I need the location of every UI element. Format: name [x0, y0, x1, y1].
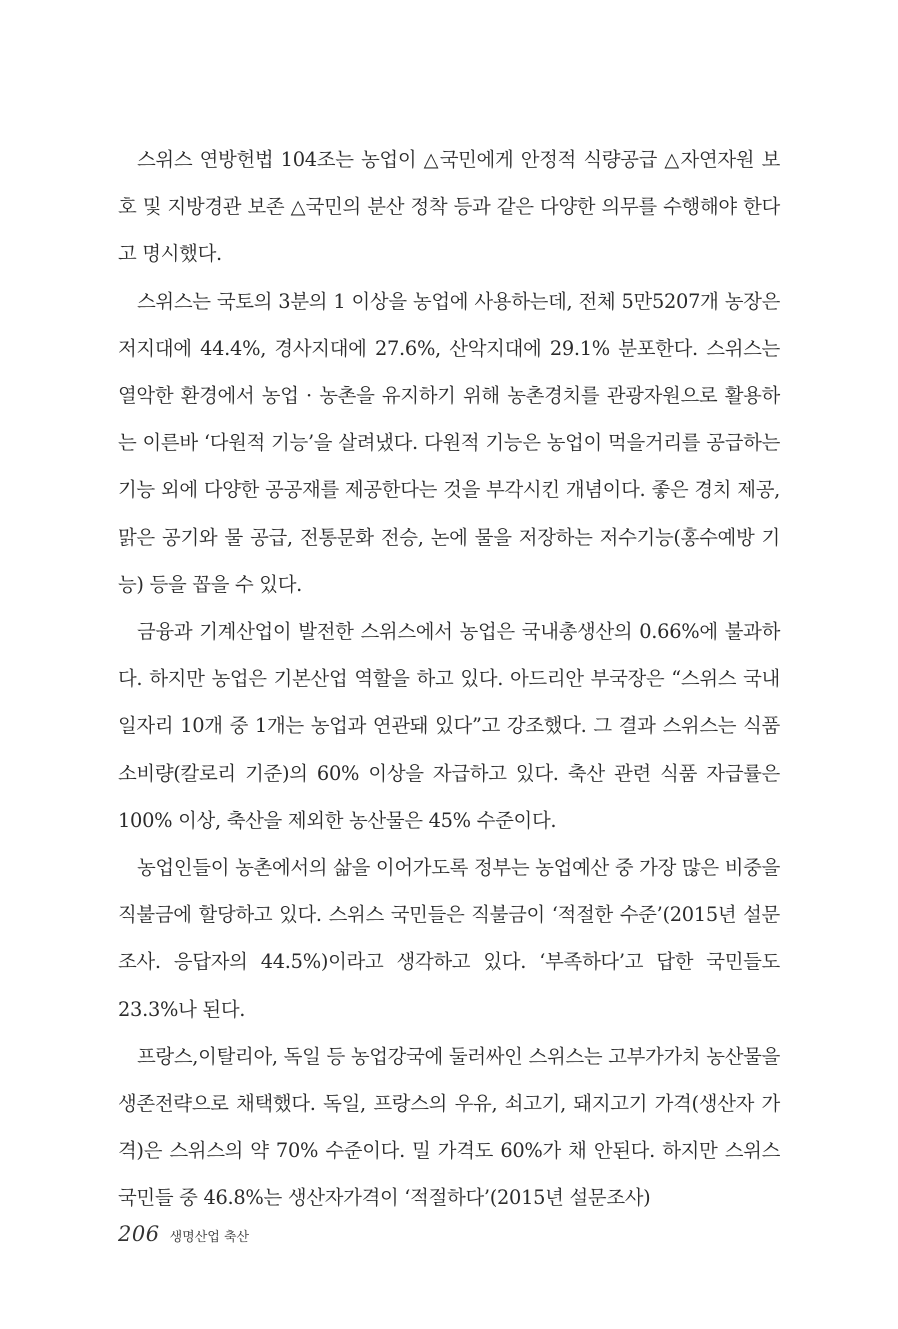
page-body	[118, 136, 780, 1222]
paragraph-1: 스위스 연방헌법 104조는 농업이 △국민에게 안정적 식량공급 △자연자원 보호 및 지방경관 보존 △국민의 분산 정착 등과 같은 다양한 의무를 수행해야 한다고 명시했다.	[118, 148, 780, 266]
page-number: 206	[118, 1222, 160, 1246]
paragraph-3: 금융과 기계산업이 발전한 스위스에서 농업은 국내총생산의 0.66%에 불과하다. 하지만 농업은 기본산업 역할을 하고 있다. 아드리안 부국장은 “스위스 국내 일자리 10개 중 1개는 농업과 연관돼 있다”고 강조했다. 그 결과 스위스는 식품소비량(칼로리 기준)의 60% 이상을 자급하고 있다. 축산 관련 식품 자급률은 100% 이상, 축산을 제외한 농산물은 45% 수준이다.	[118, 620, 780, 832]
paragraph-5: 프랑스,이탈리아, 독일 등 농업강국에 둘러싸인 스위스는 고부가가치 농산물을 생존전략으로 채택했다. 독일, 프랑스의 우유, 쇠고기, 돼지고기 가격(생산자 가격)은 스위스의 약 70% 수준이다. 밀 가격도 60%가 채 안된다. 하지만 스위스 국민들 중 46.8%는 생산자가격이 ‘적절하다’(2015년 설문조사)	[118, 1044, 780, 1210]
paragraph-2: 스위스는 국토의 3분의 1 이상을 농업에 사용하는데, 전체 5만5207개 농장은 저지대에 44.4%, 경사지대에 27.6%, 산악지대에 29.1% 분포한다. 스위스는 열악한 환경에서 농업 · 농촌을 유지하기 위해 농촌경치를 관광자원으로 활용하는 이른바 ‘다원적 기능’을 살려냈다. 다원적 기능은 농업이 먹을거리를 공급하는 기능 외에 다양한 공공재를 제공한다는 것을 부각시킨 개념이다. 좋은 경치 제공, 맑은 공기와 물 공급, 전통문화 전승, 논에 물을 저장하는 저수기능(홍수예방 기능) 등을 꼽을 수 있다.	[118, 289, 780, 596]
page-footer	[118, 1222, 249, 1246]
book-title: 생명산업 축산	[169, 1230, 250, 1245]
paragraph-4: 농업인들이 농촌에서의 삶을 이어가도록 정부는 농업예산 중 가장 많은 비중을 직불금에 할당하고 있다. 스위스 국민들은 직불금이 ‘적절한 수준’(2015년 설문조사. 응답자의 44.5%)이라고 생각하고 있다. ‘부족하다’고 답한 국민들도 23.3%나 된다.	[118, 856, 780, 1021]
